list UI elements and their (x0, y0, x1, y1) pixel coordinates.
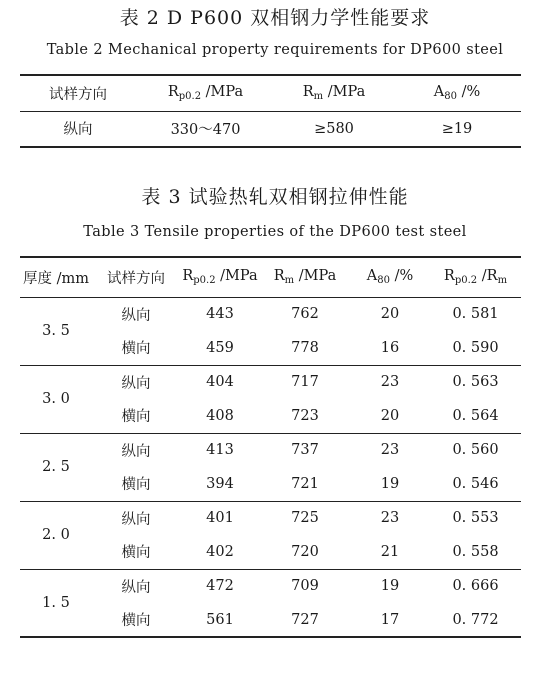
thickness-cell: 2. 5 (20, 433, 92, 501)
table-cell: 横向 (121, 477, 151, 494)
table3-header-thickness (20, 257, 92, 297)
table-cell: 纵向 (92, 569, 180, 603)
table-cell: 纵向 (121, 307, 151, 324)
table-cell: 0. 546 (452, 475, 499, 492)
thickness-cell: 3. 0 (20, 365, 92, 433)
header-text: R (167, 84, 179, 101)
table-cell: 401 (180, 501, 260, 535)
table-cell: 720 (291, 543, 319, 560)
table-cell: ≥580 (314, 120, 354, 137)
table-row (20, 365, 521, 399)
header-text: A (433, 84, 445, 101)
table-row (20, 297, 521, 331)
table-cell: 0. 772 (452, 611, 499, 628)
table-cell: 横向 (121, 409, 151, 426)
table-cell: 纵向 (92, 433, 180, 467)
table-row (20, 467, 521, 501)
header-unit: /% (389, 268, 414, 285)
table-cell: ≥19 (441, 120, 473, 137)
table-cell: 0. 564 (452, 407, 499, 424)
table-cell: 0. 560 (430, 433, 521, 467)
header-subscript: m (313, 91, 324, 103)
table-cell: 413 (180, 433, 260, 467)
header-text: R (443, 268, 455, 285)
table-cell: 20 (380, 407, 400, 424)
table-cell: 0. 581 (452, 306, 499, 323)
table-cell: 0. 558 (452, 543, 499, 560)
table2-title-en: Table 2 Mechanical property requirements for DP600 steel (46, 42, 504, 58)
table-row (20, 535, 521, 569)
table-row (20, 501, 521, 535)
table3-header-a80 (350, 257, 430, 297)
header-subscript: 80 (444, 91, 457, 103)
table-cell: 330～470 (170, 122, 241, 139)
header-unit: /MPa (294, 268, 337, 285)
header-unit: /MPa (323, 84, 366, 101)
thickness-cell: 2. 0 (20, 501, 92, 569)
table-cell: 纵向 (63, 122, 93, 139)
table3-header-rm (260, 257, 350, 297)
table-cell: 0. 563 (430, 365, 521, 399)
header-subscript: 80 (377, 275, 390, 287)
header-subscript: p0.2 (454, 275, 478, 287)
table-cell: 404 (180, 365, 260, 399)
table-cell: 20 (380, 306, 400, 323)
table-cell: 纵向 (92, 365, 180, 399)
table-row (20, 603, 521, 637)
table3-header-direction (92, 257, 180, 297)
header-text: A (366, 268, 378, 285)
table3-header-ratio (430, 257, 521, 297)
header-unit: /% (456, 84, 481, 101)
table2-header-row (20, 75, 521, 111)
table-cell: 0. 553 (430, 501, 521, 535)
table-cell: 394 (206, 475, 234, 492)
table-cell: 23 (350, 501, 430, 535)
table3-title-en: Table 3 Tensile properties of the DP600 test steel (83, 224, 467, 240)
header-subscript: p0.2 (178, 91, 202, 103)
table-cell: 561 (206, 611, 234, 628)
header-text: 厚度 /mm (23, 270, 89, 287)
thickness-cell: 3. 5 (42, 323, 70, 339)
table-cell: 408 (206, 407, 234, 424)
header-text: R (182, 268, 194, 285)
header-unit: /R (477, 268, 498, 285)
table-cell: 19 (350, 569, 430, 603)
table-cell: 472 (180, 569, 260, 603)
table-row (20, 569, 521, 603)
table3-header-row (20, 257, 521, 297)
header-text: R (273, 268, 285, 285)
table-cell: 443 (206, 306, 234, 323)
table2-header-rm (275, 75, 393, 111)
thickness-cell: 1. 5 (20, 569, 92, 637)
table2-header-direction (20, 75, 136, 111)
header-text: 试样方向 (49, 86, 107, 103)
table-cell: 23 (350, 433, 430, 467)
table-cell: 778 (291, 339, 319, 356)
header-text: 试样方向 (107, 270, 165, 287)
table-cell: 23 (350, 365, 430, 399)
header-subscript: p0.2 (193, 275, 216, 287)
table-cell: 723 (291, 407, 319, 424)
table-cell: 709 (260, 569, 350, 603)
table-row (20, 331, 521, 365)
table3-title-cn: 表 3 试验热轧双相钢拉伸性能 (141, 186, 409, 208)
table-cell: 0. 666 (430, 569, 521, 603)
table-cell: 727 (291, 611, 319, 628)
header-unit: /MPa (201, 84, 244, 101)
table2-header-rp02 (136, 75, 275, 111)
table-cell: 横向 (121, 341, 151, 358)
header-text: R (302, 84, 314, 101)
header-subscript: m (497, 275, 508, 287)
table-cell: 16 (380, 339, 400, 356)
table-cell: 717 (260, 365, 350, 399)
table-cell: 纵向 (92, 501, 180, 535)
table-cell: 721 (291, 475, 319, 492)
table2 (20, 74, 521, 148)
table-row (20, 399, 521, 433)
table2-title-cn: 表 2 D P600 双相钢力学性能要求 (119, 7, 431, 29)
table-cell: 21 (380, 543, 400, 560)
table3-header-rp02 (180, 257, 260, 297)
header-unit: /MPa (215, 268, 258, 285)
table-cell: 横向 (121, 613, 151, 629)
table-cell: 762 (291, 306, 319, 323)
header-subscript: m (284, 275, 295, 287)
table-cell: 19 (380, 475, 400, 492)
table-cell: 725 (260, 501, 350, 535)
table3 (20, 256, 521, 638)
table-cell: 459 (206, 339, 234, 356)
table2-header-a80 (393, 75, 521, 111)
table-cell: 17 (380, 611, 400, 628)
table-cell: 0. 590 (452, 339, 499, 356)
table-cell: 402 (206, 543, 234, 560)
table-row (20, 111, 521, 147)
table-cell: 横向 (121, 545, 151, 562)
table-row (20, 433, 521, 467)
table-cell: 737 (260, 433, 350, 467)
